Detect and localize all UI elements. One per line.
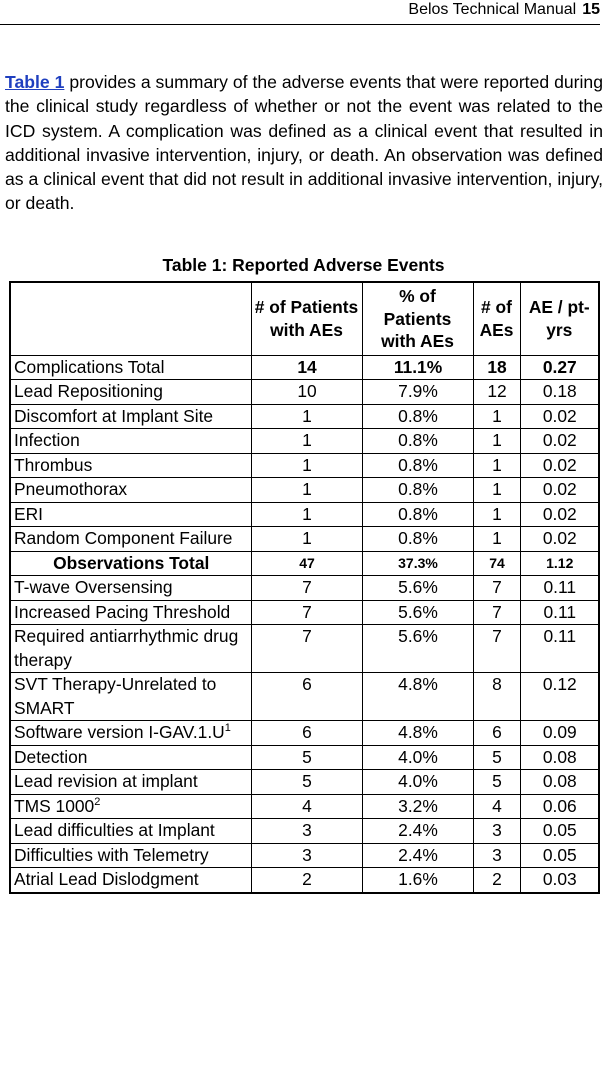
intro-text: provides a summary of the adverse events that were reported during the clinical study regardless of whether or not the event was related to the ICD system. A complication was defined as a clinical event that resulted in additional invasive intervention, injury, or death. An observation was defined as a clinical event that did not result in additional invasive intervention, injury, or death. [5,72,603,214]
row-label [10,673,251,721]
row-label-text: Pneumothorax [14,479,128,499]
cell-percent: 7.9% [362,380,473,405]
table-row [10,355,599,380]
table-row [10,770,599,795]
cell-patients: 5 [251,745,362,770]
cell-percent: 2.4% [362,843,473,868]
cell-patients: 1 [251,429,362,454]
cell-percent: 5.6% [362,600,473,625]
cell-patients: 14 [251,355,362,380]
row-label [10,868,251,893]
cell-rate: 0.02 [520,502,599,527]
cell-rate: 0.08 [520,745,599,770]
cell-aes: 4 [473,794,520,819]
cell-rate: 1.12 [520,551,599,576]
cell-aes: 74 [473,551,520,576]
cell-patients: 7 [251,576,362,601]
cell-patients: 2 [251,868,362,893]
row-label-text: Lead Repositioning [14,381,163,401]
row-label-text: ERI [14,503,43,524]
table-row [10,600,599,625]
table-row [10,478,599,503]
row-label-text: Complications Total [14,356,165,377]
cell-patients: 47 [251,551,362,576]
cell-aes: 7 [473,576,520,601]
cell-aes: 1 [473,478,520,503]
table-row [10,453,599,478]
intro-paragraph [5,70,603,216]
table-row [10,625,599,673]
table-row [10,745,599,770]
row-label [10,404,251,429]
header-rate: AE / pt-yrs [520,282,599,355]
cell-rate: 0.05 [520,843,599,868]
cell-aes: 1 [473,527,520,552]
cell-percent: 0.8% [362,453,473,478]
header-percent: % of Patients with AEs [362,282,473,355]
cell-rate: 0.02 [520,478,599,503]
cell-percent: 37.3% [362,551,473,576]
footnote-marker: 1 [224,722,231,735]
table-row [10,819,599,844]
cell-rate: 0.02 [520,527,599,552]
row-label [10,551,251,576]
row-label [10,600,251,625]
cell-patients: 3 [251,819,362,844]
cell-patients: 4 [251,794,362,819]
header-patients: # of Patients with AEs [251,282,362,355]
row-label [10,625,251,673]
table-row [10,843,599,868]
row-label-text: Lead revision at implant [14,771,198,791]
row-label [10,355,251,380]
cell-rate: 0.18 [520,380,599,405]
cell-rate: 0.03 [520,868,599,893]
cell-percent: 2.4% [362,819,473,844]
cell-rate: 0.02 [520,429,599,454]
cell-rate: 0.27 [520,355,599,380]
cell-aes: 7 [473,625,520,673]
table-row [10,502,599,527]
cell-percent: 4.8% [362,673,473,721]
table-row [10,576,599,601]
cell-aes: 1 [473,453,520,478]
row-label-text: SVT Therapy-Unrelated to SMART [14,674,217,718]
cell-patients: 7 [251,600,362,625]
cell-rate: 0.09 [520,721,599,746]
row-label-text: TMS 1000 [14,795,95,816]
cell-rate: 0.12 [520,673,599,721]
cell-patients: 1 [251,502,362,527]
row-label-text: T-wave Oversensing [14,577,173,597]
table-body [10,355,599,893]
row-label [10,380,251,405]
table-row [10,429,599,454]
cell-patients: 1 [251,527,362,552]
table-header-row [10,282,599,355]
row-label [10,721,251,746]
cell-aes: 3 [473,819,520,844]
table-row [10,868,599,893]
row-label-text: Lead difficulties at Implant [14,820,215,840]
cell-rate: 0.02 [520,453,599,478]
header-label [10,282,251,355]
cell-percent: 11.1% [362,355,473,380]
cell-percent: 0.8% [362,429,473,454]
cell-aes: 1 [473,404,520,429]
cell-rate: 0.05 [520,819,599,844]
cell-aes: 5 [473,770,520,795]
cell-percent: 5.6% [362,576,473,601]
page-number: 15 [582,1,600,18]
cell-percent: 4.0% [362,745,473,770]
row-label-text: Thrombus [14,454,93,475]
footnote-marker: 2 [94,795,101,808]
row-label [10,453,251,478]
cell-patients: 5 [251,770,362,795]
cell-percent: 5.6% [362,625,473,673]
row-label [10,429,251,454]
adverse-events-table [9,281,600,894]
cell-percent: 4.8% [362,721,473,746]
cell-patients: 6 [251,673,362,721]
cell-aes: 8 [473,673,520,721]
table-row [10,673,599,721]
cell-patients: 10 [251,380,362,405]
row-label-text: Atrial Lead Dislodgment [14,869,199,889]
cell-patients: 3 [251,843,362,868]
cell-aes: 3 [473,843,520,868]
cell-percent: 1.6% [362,868,473,893]
row-label-text: Software version I-GAV.1.U [14,722,225,742]
table-row [10,380,599,405]
cell-percent: 0.8% [362,404,473,429]
row-label-text: Observations Total [53,552,210,573]
cell-percent: 0.8% [362,527,473,552]
cell-aes: 7 [473,600,520,625]
cell-aes: 1 [473,502,520,527]
row-label-text: Discomfort at Implant Site [14,405,214,426]
table-row [10,551,599,576]
table-row [10,527,599,552]
cell-patients: 1 [251,453,362,478]
cell-aes: 1 [473,429,520,454]
cell-patients: 1 [251,404,362,429]
header-aes: # of AEs [473,282,520,355]
cell-rate: 0.02 [520,404,599,429]
row-label [10,502,251,527]
row-label [10,527,251,552]
row-label-text: Detection [14,746,88,767]
cell-percent: 3.2% [362,794,473,819]
row-label-text: Infection [14,430,80,450]
cell-aes: 5 [473,745,520,770]
row-label [10,576,251,601]
cell-patients: 1 [251,478,362,503]
cell-percent: 4.0% [362,770,473,795]
row-label [10,819,251,844]
row-label-text: Random Component Failure [14,528,233,548]
cell-aes: 2 [473,868,520,893]
table-row [10,721,599,746]
cell-rate: 0.11 [520,576,599,601]
cell-aes: 12 [473,380,520,405]
cell-aes: 6 [473,721,520,746]
cell-rate: 0.11 [520,600,599,625]
page-header [0,0,600,25]
row-label-text: Required antiarrhythmic drug therapy [14,626,239,670]
manual-title: Belos Technical Manual [408,1,577,18]
row-label-text: Difficulties with Telemetry [14,844,209,865]
cell-rate: 0.11 [520,625,599,673]
cell-percent: 0.8% [362,502,473,527]
row-label [10,745,251,770]
cell-aes: 18 [473,355,520,380]
cell-patients: 7 [251,625,362,673]
cell-rate: 0.06 [520,794,599,819]
cell-patients: 6 [251,721,362,746]
table-row [10,794,599,819]
row-label-text: Increased Pacing Threshold [14,601,231,622]
row-label [10,843,251,868]
cell-rate: 0.08 [520,770,599,795]
table-caption: Table 1: Reported Adverse Events [162,255,445,275]
table-1-link[interactable]: Table 1 [5,72,65,92]
table-row [10,404,599,429]
row-label [10,478,251,503]
row-label [10,770,251,795]
cell-percent: 0.8% [362,478,473,503]
row-label [10,794,251,819]
